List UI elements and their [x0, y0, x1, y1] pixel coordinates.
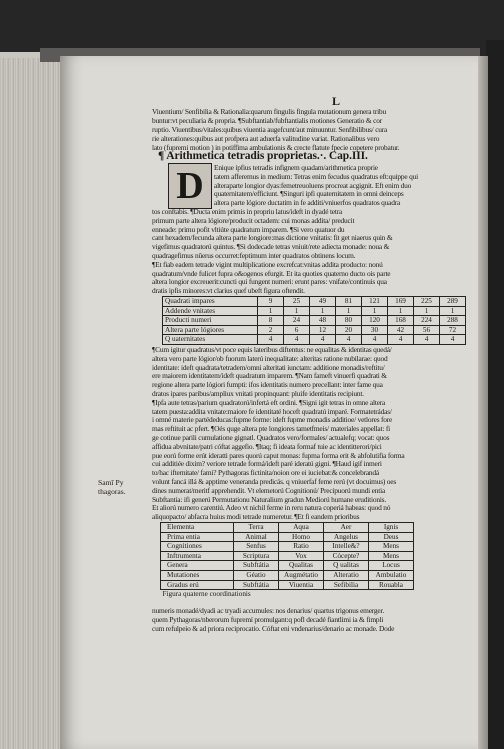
table-cell: 169 — [388, 297, 414, 307]
table-cell: 1 — [284, 306, 310, 316]
table-cell: Deus — [369, 532, 414, 542]
text-line: dines numerat/meritf apprehendit. Vt elemetorú Cognitionú/ Precipuorú mundi entia — [152, 485, 386, 495]
table-cell: 6 — [284, 325, 310, 335]
table-row — [161, 580, 414, 590]
initial-letter: D — [176, 165, 204, 207]
table-cell: 25 — [284, 297, 310, 307]
table-cell: Augmétatio — [279, 570, 324, 580]
table-row — [161, 570, 414, 580]
text-line: lato (fupremi motion ) in potiffima ambulationis & crecte flatute fpecie copetere probatur. — [152, 143, 400, 153]
table-cell: 1 — [336, 306, 362, 316]
text-line: Enique ipfius tetradis infignem quadam/arithmetica proprie — [214, 163, 378, 172]
table-cell: Qualitas — [279, 561, 324, 571]
text-line: ruptio. Viuentibus/vitales:quibus viuentia augefcunt/aut minuuntur. Senfibilibus/ cura — [152, 125, 388, 135]
table-cell: 225 — [414, 297, 440, 307]
table-cell: 1 — [362, 306, 388, 316]
table-cell: Alteratio — [324, 570, 369, 580]
column-header: Ignis — [369, 523, 414, 533]
table-cell: Homo — [279, 532, 324, 542]
page-edges — [0, 58, 68, 749]
margin-note — [98, 478, 126, 496]
table-cell: Intelle&? — [324, 542, 369, 552]
text-line: ge cotinue parili cumulatione gignatl. Quadratos vero/formales/ actualefq; vocat: quos — [152, 433, 390, 442]
row-label: Q uaternitates — [163, 335, 258, 345]
text-line: altera vero parte lógior/ob fuorum laterú inequalitate: alteritas ratione nubilarae: quod — [152, 353, 388, 363]
table-cell: 2 — [258, 325, 284, 335]
text-line: quaternitatem/efficiunt. ¶Singuri ipfi quaternitatem in omni deinceps — [214, 189, 404, 199]
text-line: cant hexadem/fecunda altera parte longiore:mas dictione vnitatis: fit get niaerus quin & — [152, 233, 393, 243]
table-cell: Cócepte? — [324, 551, 369, 561]
table-cell: Subftátia — [234, 561, 279, 571]
table-cell: 4 — [310, 335, 336, 345]
folio-number: L — [332, 94, 341, 108]
text-line: pue eorú forme erút ideratti pares quorú caput monas: fupma forma erit & abfolutifia forma — [152, 450, 405, 460]
table-cell: 72 — [440, 325, 466, 335]
table-cell: Rouabla — [369, 580, 414, 590]
table-cell: 288 — [440, 316, 466, 326]
text-line: enneade: primu pofit vltiúte quadratum imparem. ¶Si vero quatuor du — [152, 224, 345, 234]
decorated-initial — [168, 163, 212, 209]
table-cell: 4 — [388, 335, 414, 345]
numbers-table — [162, 296, 466, 345]
table-cell: 42 — [388, 325, 414, 335]
table-caption-row — [161, 590, 414, 599]
table-cell: Sefibilia — [324, 580, 369, 590]
table-cell: 4 — [258, 335, 284, 345]
text-line: tatem puesta:addita vnitate:maiore fe identitaté hoceft quadratú imparé. Formatetrádas/ — [152, 406, 392, 416]
column-header: Elementa — [161, 523, 234, 533]
row-label: Quadrati impares — [163, 297, 258, 307]
table-cell: Viuentia — [279, 580, 324, 590]
text-line: primum parte altera lógiore/producit octadem: cui monas addita/ preducit — [152, 215, 355, 225]
table-cell: Inftrumenta — [161, 551, 234, 561]
text-line: rie alterationes:quibus aut profpera aut aduerfa valitudine variat. Rationalibus vero — [152, 134, 380, 144]
table-caption: Figura quaterne coordinationis — [161, 590, 414, 599]
table-cell: 1 — [414, 306, 440, 316]
table-cell: Scriptura — [234, 551, 279, 561]
table-cell: 80 — [336, 316, 362, 326]
text-line: dratis ipfis minores:vt clarius quef ubeft figura oftendit. — [152, 286, 305, 296]
text-line: Subftantia: ifi generú Permutationu Naturalium gradun Mediorú humane eruditionis. — [152, 494, 386, 504]
table-row — [163, 316, 466, 326]
table-cell: 4 — [362, 335, 388, 345]
table-cell: 4 — [414, 335, 440, 345]
table-cell: Cognitiones — [161, 542, 234, 552]
table-cell: 1 — [440, 306, 466, 316]
text-line: mas reftituit ac pfert. ¶Oés quge altera pte longiores tametfmeis/ materiales appellat: fi — [152, 424, 390, 434]
table-cell: 20 — [336, 325, 362, 335]
row-label: Addende vnitates — [163, 306, 258, 316]
text-line: vigefimus quadratorú quintus. ¶Si dodecade tetras vniuit/rete adiecta monade: noua & — [152, 242, 390, 252]
text-line: altera parte lógiore ductatim in fe additi/vniuerfos quadratos quadra — [214, 198, 401, 208]
text-line: to/hac ifternitate/ fami? Pythagoras fictinita/noion ore ei iuciebat:& concelebrandá — [152, 468, 379, 478]
margin-note-line: Samī Py — [98, 478, 124, 487]
table-cell: 120 — [362, 316, 388, 326]
text-line: ¶Et fiab eadem tetrade vigint multiplicatione excrefcat:vnitas addita producto: nonú — [152, 259, 383, 269]
column-header: Terra — [234, 523, 279, 533]
row-label: Producti numeri — [163, 316, 258, 326]
table-cell: 24 — [284, 316, 310, 326]
text-line: volunt fancá illá & apptime veneranda predicás. q vniuerfaf feme rerú (vt docuimus) oes — [152, 477, 397, 486]
table-cell: 289 — [440, 297, 466, 307]
column-header: Aqua — [279, 523, 324, 533]
text-line: tatem afferemus in medium: Tetras enim fecudus quadratus eft:quippe qui — [214, 171, 418, 181]
table-header-row — [161, 523, 414, 533]
table-cell: 1 — [310, 306, 336, 316]
table-cell: Ratio — [279, 542, 324, 552]
table-cell: Mens — [369, 551, 414, 561]
table-cell: 8 — [258, 316, 284, 326]
table-cell: Q ualitas — [324, 561, 369, 571]
table-cell: Gradus erú — [161, 580, 234, 590]
text-line: tos conftabis. ¶Ducta enim primis in propriu latus/ideft in dyadé tetra — [152, 207, 343, 216]
table-cell: 4 — [336, 335, 362, 345]
table-cell: Angelus — [324, 532, 369, 542]
text-line: ¶Ipfa aute tetras/parium quadratorú/infertá eft ordini. ¶Signi igit tetras in omne altera — [152, 397, 386, 407]
text-line: numeris monadé/dyadi ac tryadi accumules: nos denarius/ quartus trigonus emerger. — [152, 606, 385, 615]
table-cell: Vox — [279, 551, 324, 561]
text-line: dratos ipares paribus/ampliux vnitati propinquant: pluife identitatis recipiunt. — [152, 389, 364, 398]
table-cell: Subftátia — [234, 580, 279, 590]
table-row — [161, 551, 414, 561]
text-line: ¶Cum igitur quadratus/vt poce equis lateribus diftentus: ne equalitas & identitas quedá/ — [152, 345, 392, 354]
table-cell: 1 — [388, 306, 414, 316]
table-cell: 81 — [336, 297, 362, 307]
table-cell: 224 — [414, 316, 440, 326]
text-line: aliquopacto/ abfacra huius modi tetrade numeretur. ¶Et fi eandem prioribus — [152, 512, 360, 522]
background-right — [486, 40, 504, 749]
table-cell: Prima entia — [161, 532, 234, 542]
table-row — [163, 335, 466, 345]
chapter-heading: ¶ Arithmetica tetradis proprietas.·. Cap.III. — [158, 150, 368, 162]
table-row — [163, 325, 466, 335]
table-row — [163, 306, 466, 316]
text-line: quadratum/vnde fulicet fupra o&ogenos efurgit. Et ita quoties quaterno ducto ois parte — [152, 268, 391, 278]
table-cell: 1 — [258, 306, 284, 316]
table-cell: 48 — [310, 316, 336, 326]
table-row — [161, 561, 414, 571]
text-line: Et aliorú numero carentiú. Adeo vt nichil ferme in reru natura coperiá habeas: quod nó — [152, 503, 391, 513]
text-line: affidua abvnitate/patri cóftat aggefio. ¶Itaq; fi ideata formaf tuie ac identitterori/pici — [152, 441, 382, 451]
text-line: cui additiée dixim? veriore tetrade formá/ideft paré ideratú gigni. ¶Haud igif inmeri — [152, 459, 382, 469]
table-cell: 121 — [362, 297, 388, 307]
text-line: quem Pythagoras/nberorum fupremí promulgant:q pofl decadé fiantlimi ia & fimpli — [152, 615, 384, 625]
table-cell: Mutationes — [161, 570, 234, 580]
column-header: Aer — [324, 523, 369, 533]
table-row — [161, 542, 414, 552]
text-line: cum refulpeio & ad priora reciprocatio. Cóftat eni vndenarius/denario ac monade. Dode — [152, 624, 395, 634]
text-line: regione altera parte lógiori fumpti: ifos identitatis numero precellant: inter fame qua — [152, 380, 383, 390]
table-cell: Senfus — [234, 542, 279, 552]
margin-note-line: thagoras. — [98, 487, 126, 496]
table-cell: 56 — [414, 325, 440, 335]
text-line: altera longior excreuerit:cuncti qui fungent numeri: erunt pares: vnifate/continuis qua — [152, 277, 387, 287]
table-cell: Genera — [161, 561, 234, 571]
table-cell: Mens — [369, 542, 414, 552]
table-cell: 12 — [310, 325, 336, 335]
text-line: quadragefimus nûerus occurret:feptimum inter quadratos obtinens locum. — [152, 251, 356, 260]
table-cell: 4 — [284, 335, 310, 345]
table-cell: 9 — [258, 297, 284, 307]
table-row — [163, 297, 466, 307]
table-cell: Animal — [234, 532, 279, 542]
text-line: identitate: ideft quadrata/tetradem/omni alteritati iunctam: additione monadis/reftitu/ — [152, 362, 385, 372]
text-line: buntur:vt peculiaria & propria. ¶Subftantiab/fubftantialis motiones Generatio & cor — [152, 116, 382, 126]
text-line: ere maiorem identitatem/ideft quadratum imparem. ¶Nam fameft vinuerfi quadrati & — [152, 371, 387, 381]
text-line: Viuentium/ Senfibilia & Rationalia:quarum fingulis fingula mutationum genera tribu — [152, 107, 386, 116]
table-cell: 4 — [440, 335, 466, 345]
row-label: Altera parte lógiores — [163, 325, 258, 335]
text-line: i omné materie partédeducas:fupme forme: ideft fupme monadis additioe/ vetlores fore — [152, 415, 393, 425]
table-cell: 168 — [388, 316, 414, 326]
table-row — [161, 532, 414, 542]
table-cell: Géatio — [234, 570, 279, 580]
table-cell: Ambulatio — [369, 570, 414, 580]
table-cell: Locus — [369, 561, 414, 571]
table-cell: 49 — [310, 297, 336, 307]
elements-table — [160, 522, 414, 599]
text-line: alteraparte longior dyas:femetreuoluens procreat acgignit. Eft enim duo — [214, 180, 412, 190]
table-cell: 30 — [362, 325, 388, 335]
